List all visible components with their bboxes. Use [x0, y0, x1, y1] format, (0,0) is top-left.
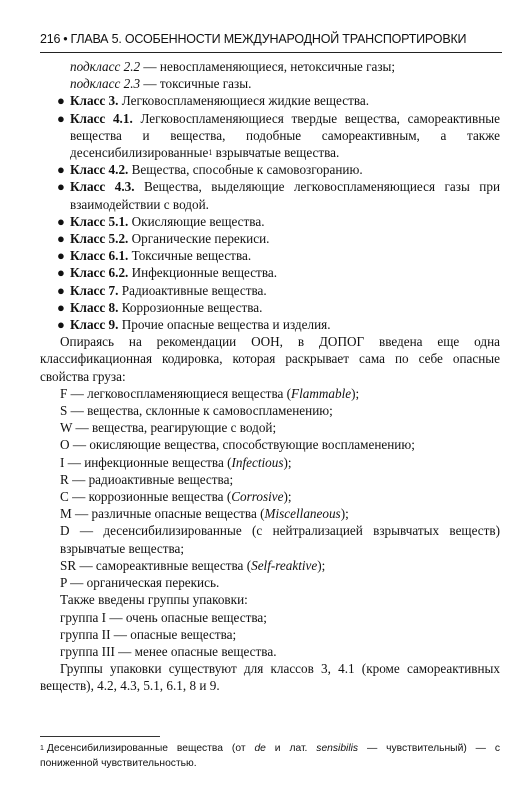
class-label: Класс 5.2.: [70, 231, 129, 247]
code-text: — органическая перекись.: [66, 575, 220, 591]
main-text: [40, 58, 500, 695]
code-letter: C: [60, 489, 69, 505]
code-italic: Flammable: [291, 385, 352, 401]
code-end: );: [283, 454, 292, 470]
class-text: Радиоактивные вещества.: [118, 282, 267, 298]
running-header: [40, 32, 500, 46]
class-text: Легковоспламеняющиеся твердые вещества, самореактивные вещества и вещества, подобные самореактивным, а также десенсибилизированные: [70, 110, 500, 161]
code-letter: I: [60, 454, 65, 470]
footnote-text: Десенсибилизированные вещества (от: [46, 743, 255, 754]
bullet-icon: ●: [57, 231, 65, 247]
class-item: [40, 161, 500, 178]
code-letter: M: [60, 506, 72, 522]
footnote-text: и лат.: [265, 743, 317, 754]
packing-group: группа I — очень опасные вещества;: [60, 609, 267, 625]
subclass-text: — токсичные газы.: [140, 76, 252, 92]
class-item: [40, 316, 500, 333]
code-text: — вещества, склонные к самовоспламенению;: [67, 403, 333, 419]
packing-intro: Также введены группы упаковки:: [60, 592, 248, 608]
footnote: [40, 741, 500, 771]
footnote-number: 1: [40, 745, 44, 752]
class-text-after: взрывчатые вещества.: [212, 145, 340, 161]
footnote-text: — чувствительный) — с пониженной чувствительностью.: [40, 743, 500, 769]
code-text: — легковоспламеняющиеся вещества (: [67, 385, 292, 401]
class-label: Класс 6.2.: [70, 265, 129, 281]
class-item: [40, 230, 500, 247]
class-text: Органические перекиси.: [128, 231, 270, 247]
code-italic: Miscellaneous: [264, 506, 341, 522]
code-text: — инфекционные вещества (: [64, 454, 232, 470]
class-item: [40, 92, 500, 109]
code-line: [40, 454, 500, 471]
bullet-icon: ●: [57, 317, 65, 333]
intro-paragraph: Опираясь на рекомендации ООН, в ДОПОГ введена еще одна классификационная кодировка, которая раскрывает сама по себе опасные свойства груза:: [40, 334, 500, 384]
code-text: — радиоактивные вещества;: [68, 471, 234, 487]
code-line: [40, 436, 500, 453]
subclass-line: [40, 58, 500, 75]
code-letter: F: [60, 385, 68, 401]
code-line: [40, 471, 500, 488]
class-item: [40, 247, 500, 264]
bullet-icon: ●: [57, 248, 65, 264]
bullet-icon: ●: [57, 213, 65, 229]
bullet-icon: ●: [57, 179, 65, 195]
code-line: [40, 557, 500, 574]
bullet-icon: ●: [57, 265, 65, 281]
class-label: Класс 4.2.: [70, 162, 129, 178]
code-end: );: [317, 557, 326, 573]
footnote-ref: 1: [208, 148, 213, 158]
footnote-italic: de: [254, 743, 266, 754]
code-italic: Self-reaktive: [251, 557, 318, 573]
class-label: Класс 7.: [70, 282, 119, 298]
class-label: Класс 8.: [70, 299, 119, 315]
code-line: [40, 522, 500, 556]
code-text: — коррозионные вещества (: [68, 489, 232, 505]
subclass-line: [40, 75, 500, 92]
class-item: [40, 299, 500, 316]
packing-group: группа II — опасные вещества;: [60, 626, 237, 642]
class-item: [40, 213, 500, 230]
closing-paragraph: Группы упаковки существуют для классов 3, 4.1 (кроме самореактивных веществ), 4.2, 4.3, 5.1, 6.1, 8 и 9.: [40, 661, 500, 694]
footnote-italic: sensibilis: [316, 743, 359, 754]
code-line: [40, 505, 500, 522]
class-item: [40, 178, 500, 212]
code-text: — десенсибилизированные (с нейтрализацией взрывчатых веществ) взрывчатые вещества;: [60, 523, 500, 556]
code-text: — самореактивные вещества (: [76, 557, 252, 573]
code-text: — окисляющие вещества, способствующие воспламенению;: [69, 437, 415, 453]
class-text: Токсичные вещества.: [128, 248, 252, 264]
code-line: [40, 402, 500, 419]
code-line: [40, 385, 500, 402]
code-letter: P: [60, 575, 67, 591]
subclass-name: подкласс 2.2: [70, 59, 141, 74]
class-label: Класс 5.1.: [70, 213, 129, 229]
class-text: Коррозионные вещества.: [118, 299, 263, 315]
class-text: Вещества, выделяющие легковоспламеняющиеся газы при взаимодействии с водой.: [70, 179, 500, 212]
subclass-name: подкласс 2.3: [70, 76, 141, 92]
class-text: Прочие опасные вещества и изделия.: [118, 317, 331, 333]
code-line: [40, 574, 500, 591]
bullet-icon: ●: [57, 299, 65, 315]
code-text: — различные опасные вещества (: [71, 506, 265, 522]
code-letter: D: [60, 523, 70, 539]
class-text: Окисляющие вещества.: [128, 213, 265, 229]
chapter-title: ГЛАВА 5. ОСОБЕННОСТИ МЕЖДУНАРОДНОЙ ТРАНСПОРТИРОВКИ: [70, 32, 467, 46]
class-text: Инфекционные вещества.: [128, 265, 278, 281]
code-end: );: [340, 506, 349, 522]
packing-group: группа III — менее опасные вещества.: [60, 643, 277, 659]
footnote-rule: [40, 736, 160, 737]
class-item: [40, 110, 500, 162]
class-item: [40, 264, 500, 281]
bullet-icon: ●: [57, 162, 65, 178]
class-text: Вещества, способные к самовозгоранию.: [128, 162, 363, 178]
code-letter: W: [60, 420, 73, 436]
code-end: );: [351, 385, 360, 401]
code-letter: R: [60, 471, 69, 487]
page-number: 216: [40, 32, 61, 46]
class-item: [40, 282, 500, 299]
code-line: [40, 488, 500, 505]
code-letter: SR: [60, 557, 77, 573]
header-separator: •: [63, 32, 68, 46]
code-letter: S: [60, 403, 68, 419]
bullet-icon: ●: [57, 110, 65, 126]
class-label: Класс 4.1.: [70, 110, 133, 126]
code-end: );: [283, 489, 292, 505]
code-line: [40, 419, 500, 436]
class-label: Класс 3.: [70, 93, 119, 109]
header-rule: [40, 52, 502, 53]
bullet-icon: ●: [57, 93, 65, 109]
code-italic: Infectious: [231, 454, 284, 470]
bullet-icon: ●: [57, 282, 65, 298]
code-letter: O: [60, 437, 70, 453]
code-italic: Corrosive: [231, 489, 284, 505]
class-text: Легковоспламеняющиеся жидкие вещества.: [118, 93, 370, 109]
code-text: — вещества, реагирующие с водой;: [72, 420, 277, 436]
class-label: Класс 9.: [70, 317, 119, 333]
subclass-text: — невоспламеняющиеся, нетоксичные газы;: [140, 59, 396, 74]
class-label: Класс 6.1.: [70, 248, 129, 264]
class-label: Класс 4.3.: [70, 179, 135, 195]
